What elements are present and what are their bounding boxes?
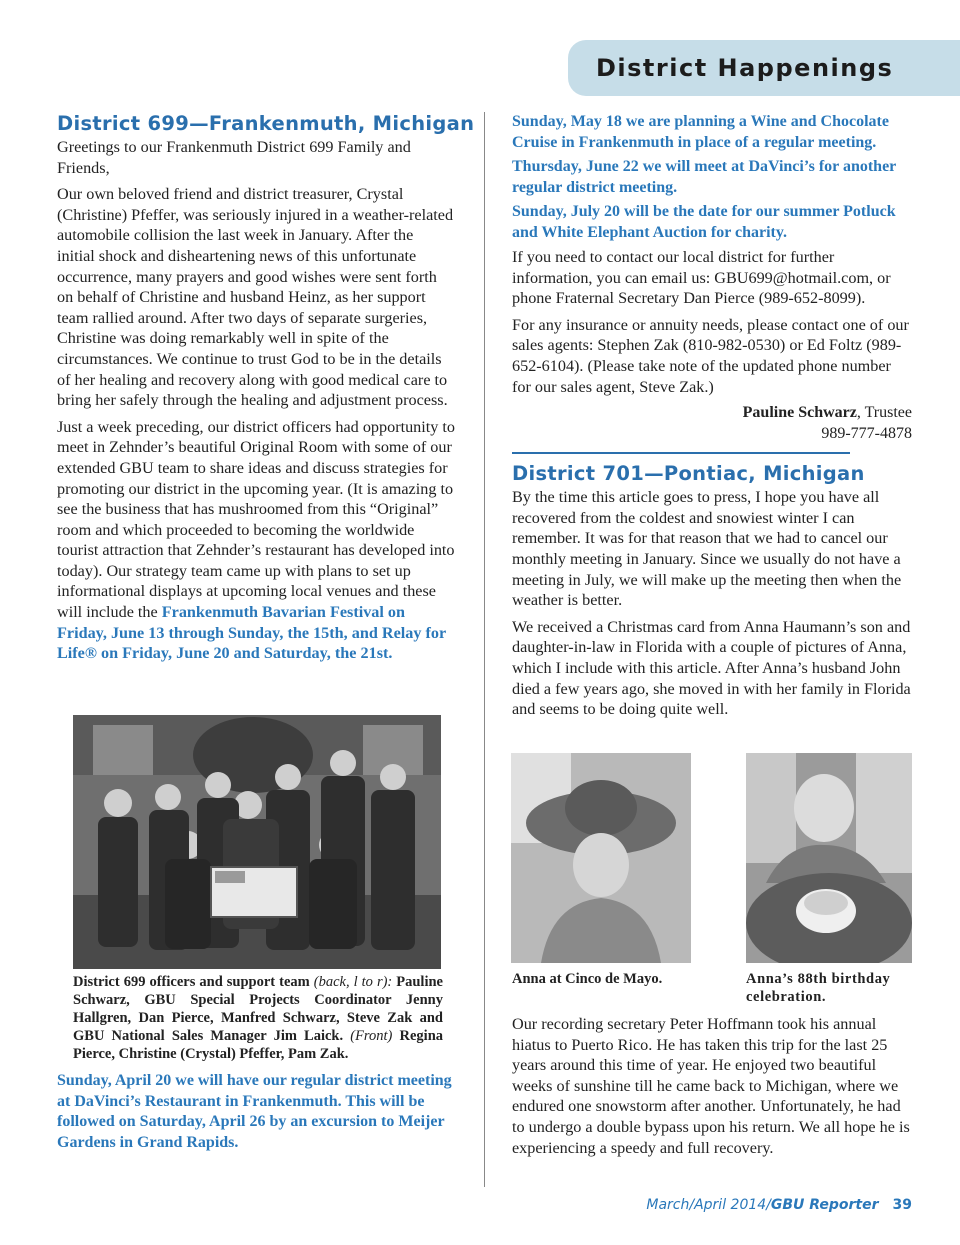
left-column	[57, 112, 475, 670]
april-event-block	[57, 1071, 457, 1157]
district-701-heading: District 701—Pontiac, Michigan	[512, 462, 865, 486]
event-june: Thursday, June 22 we will meet at DaVinci’s for another regular district meeting.	[512, 158, 896, 196]
caption-text: District 699 officers and support team	[73, 974, 314, 990]
d699-greeting: Greetings to our Frankenmuth District 699 Family and Friends,	[57, 138, 411, 177]
trustee-name: Pauline Schwarz	[742, 404, 857, 422]
event-may: Sunday, May 18 we are planning a Wine and Chocolate Cruise in Frankenmuth in place of a regular meeting.	[512, 113, 889, 151]
d699-insurance-info: For any insurance or annuity needs, please contact one of our sales agents: Stephen Zak (810-982-0530) or Ed Foltz (989-652-6104). (Please take note of the updated phone number for our sales agent, Steve Zak.)	[512, 315, 909, 396]
d701-paragraph-anna: We received a Christmas card from Anna Haumann’s son and daughter-in-law in Florida with a couple of pictures of Anna, which I include with this article. After Anna’s husband John died a few years ago, she moved in with her family in Florida and seems to be doing quite well.	[512, 617, 911, 719]
anna-cinco-caption: Anna at Cinco de Mayo.	[512, 971, 663, 987]
trustee-title: , Trustee	[856, 404, 912, 422]
page-number: 39	[892, 1197, 912, 1213]
right-column	[512, 112, 912, 726]
section-banner	[568, 40, 960, 96]
anna-birthday-caption: Anna’s 88th birthday celebration.	[746, 971, 891, 1005]
page-footer	[646, 1197, 912, 1213]
d701-paragraph-winter: By the time this article goes to press, I hope you have all recovered from the coldest and snowiest winter I can remember. It was for that reason that we had to cancel our monthly meeting in January. Since we usually do not have a meeting in July, we will make up the meeting then when the weather is better.	[512, 488, 902, 610]
trustee-signature	[512, 403, 912, 424]
caption-front-label: (Front)	[350, 1028, 393, 1044]
district-699-heading: District 699—Frankenmuth, Michigan	[57, 112, 475, 135]
footer-publication: GBU Reporter	[770, 1197, 879, 1213]
event-july: Sunday, July 20 will be the date for our summer Potluck and White Elephant Auction for charity.	[512, 203, 896, 241]
event-april: Sunday, April 20 we will have our regular district meeting at DaVinci’s Restaurant in Frankenmuth. This will be followed on Saturday, April 26 by an excursion to Meijer Gardens in Grand Rapids.	[57, 1072, 452, 1151]
d699-strategy-text: Just a week preceding, our district officers had opportunity to meet in Zehnder’s beautiful Original Room with some of our extended GBU team to share ideas and discuss strategies for promoting our district in the upcoming year. (It is amazing to see the business that has mushroomed from this “Original” room and which proceeded to becoming the worldwide tourist attraction that Zehnder’s restaurant has developed into today). Our strategy team came up with plans to set up informational displays at upcoming local venues and these will include the	[57, 417, 455, 622]
caption-back-label: (back, l to r):	[313, 974, 393, 990]
d701-paragraph-hoffmann: Our recording secretary Peter Hoffmann took his annual hiatus to Puerto Rico. He has taken this trip for the last 25 years around this time of year. He enjoyed two beautiful weeks of sunshine till he came back to Michigan, where we endured one snowstorm after another. Unfortunately, he had to undergo a double bypass upon his return. We all hope he is experiencing a speedy and full recovery.	[512, 1015, 910, 1157]
d699-festival-dates: Frankenmuth Bavarian Festival on Friday, June 13 through Sunday, the 15th, and Relay for Life® on Friday, June 20 and Saturday, the 21st.	[57, 603, 446, 663]
caption-back-names: Pauline Schwarz, GBU Special Projects Coordinator Jenny Hallgren, Dan Pierce, Manfred Schwarz, Steve Zak and GBU National Sales Manager Jim Laick.	[73, 974, 443, 1044]
district-699-group-photo	[73, 715, 441, 969]
caption-front-names: Regina Pierce, Christine (Crystal) Pfeffer, Pam Zak.	[73, 1028, 444, 1062]
section-title: District Happenings	[596, 54, 894, 82]
d701-hoffmann-block	[512, 1014, 912, 1164]
footer-issue: March/April 2014/	[646, 1197, 771, 1213]
d699-paragraph-injury: Our own beloved friend and district treasurer, Crystal (Christine) Pfeffer, was seriously injured in a weather-related automobile collision the last week in January. After the initial shock and disheartening news of this unfortunate occurrence, many prayers and good wishes were sent forth on behalf of Christine and husband Heinz, as her support team rallied around. After two days of separate surgeries, Christine was doing remarkably well in spite of the circumstances. We continue to trust God to be in the details of her healing and recovery along with good medical care to bring her safely through the healing and adjustment process.	[57, 185, 454, 410]
anna-cinco-de-mayo-photo	[511, 753, 691, 963]
d699-contact-info: If you need to contact our local district for further information, you can email us: GBU699@hotmail.com, or phone Fraternal Secretary Dan Pierce (989-652-8099).	[512, 248, 891, 308]
group-photo-caption	[73, 973, 443, 1063]
trustee-phone: 989-777-4878	[821, 424, 912, 442]
section-rule	[512, 452, 850, 454]
d699-paragraph-strategy	[57, 417, 455, 664]
anna-birthday-photo	[746, 753, 912, 963]
column-divider	[484, 112, 485, 1187]
